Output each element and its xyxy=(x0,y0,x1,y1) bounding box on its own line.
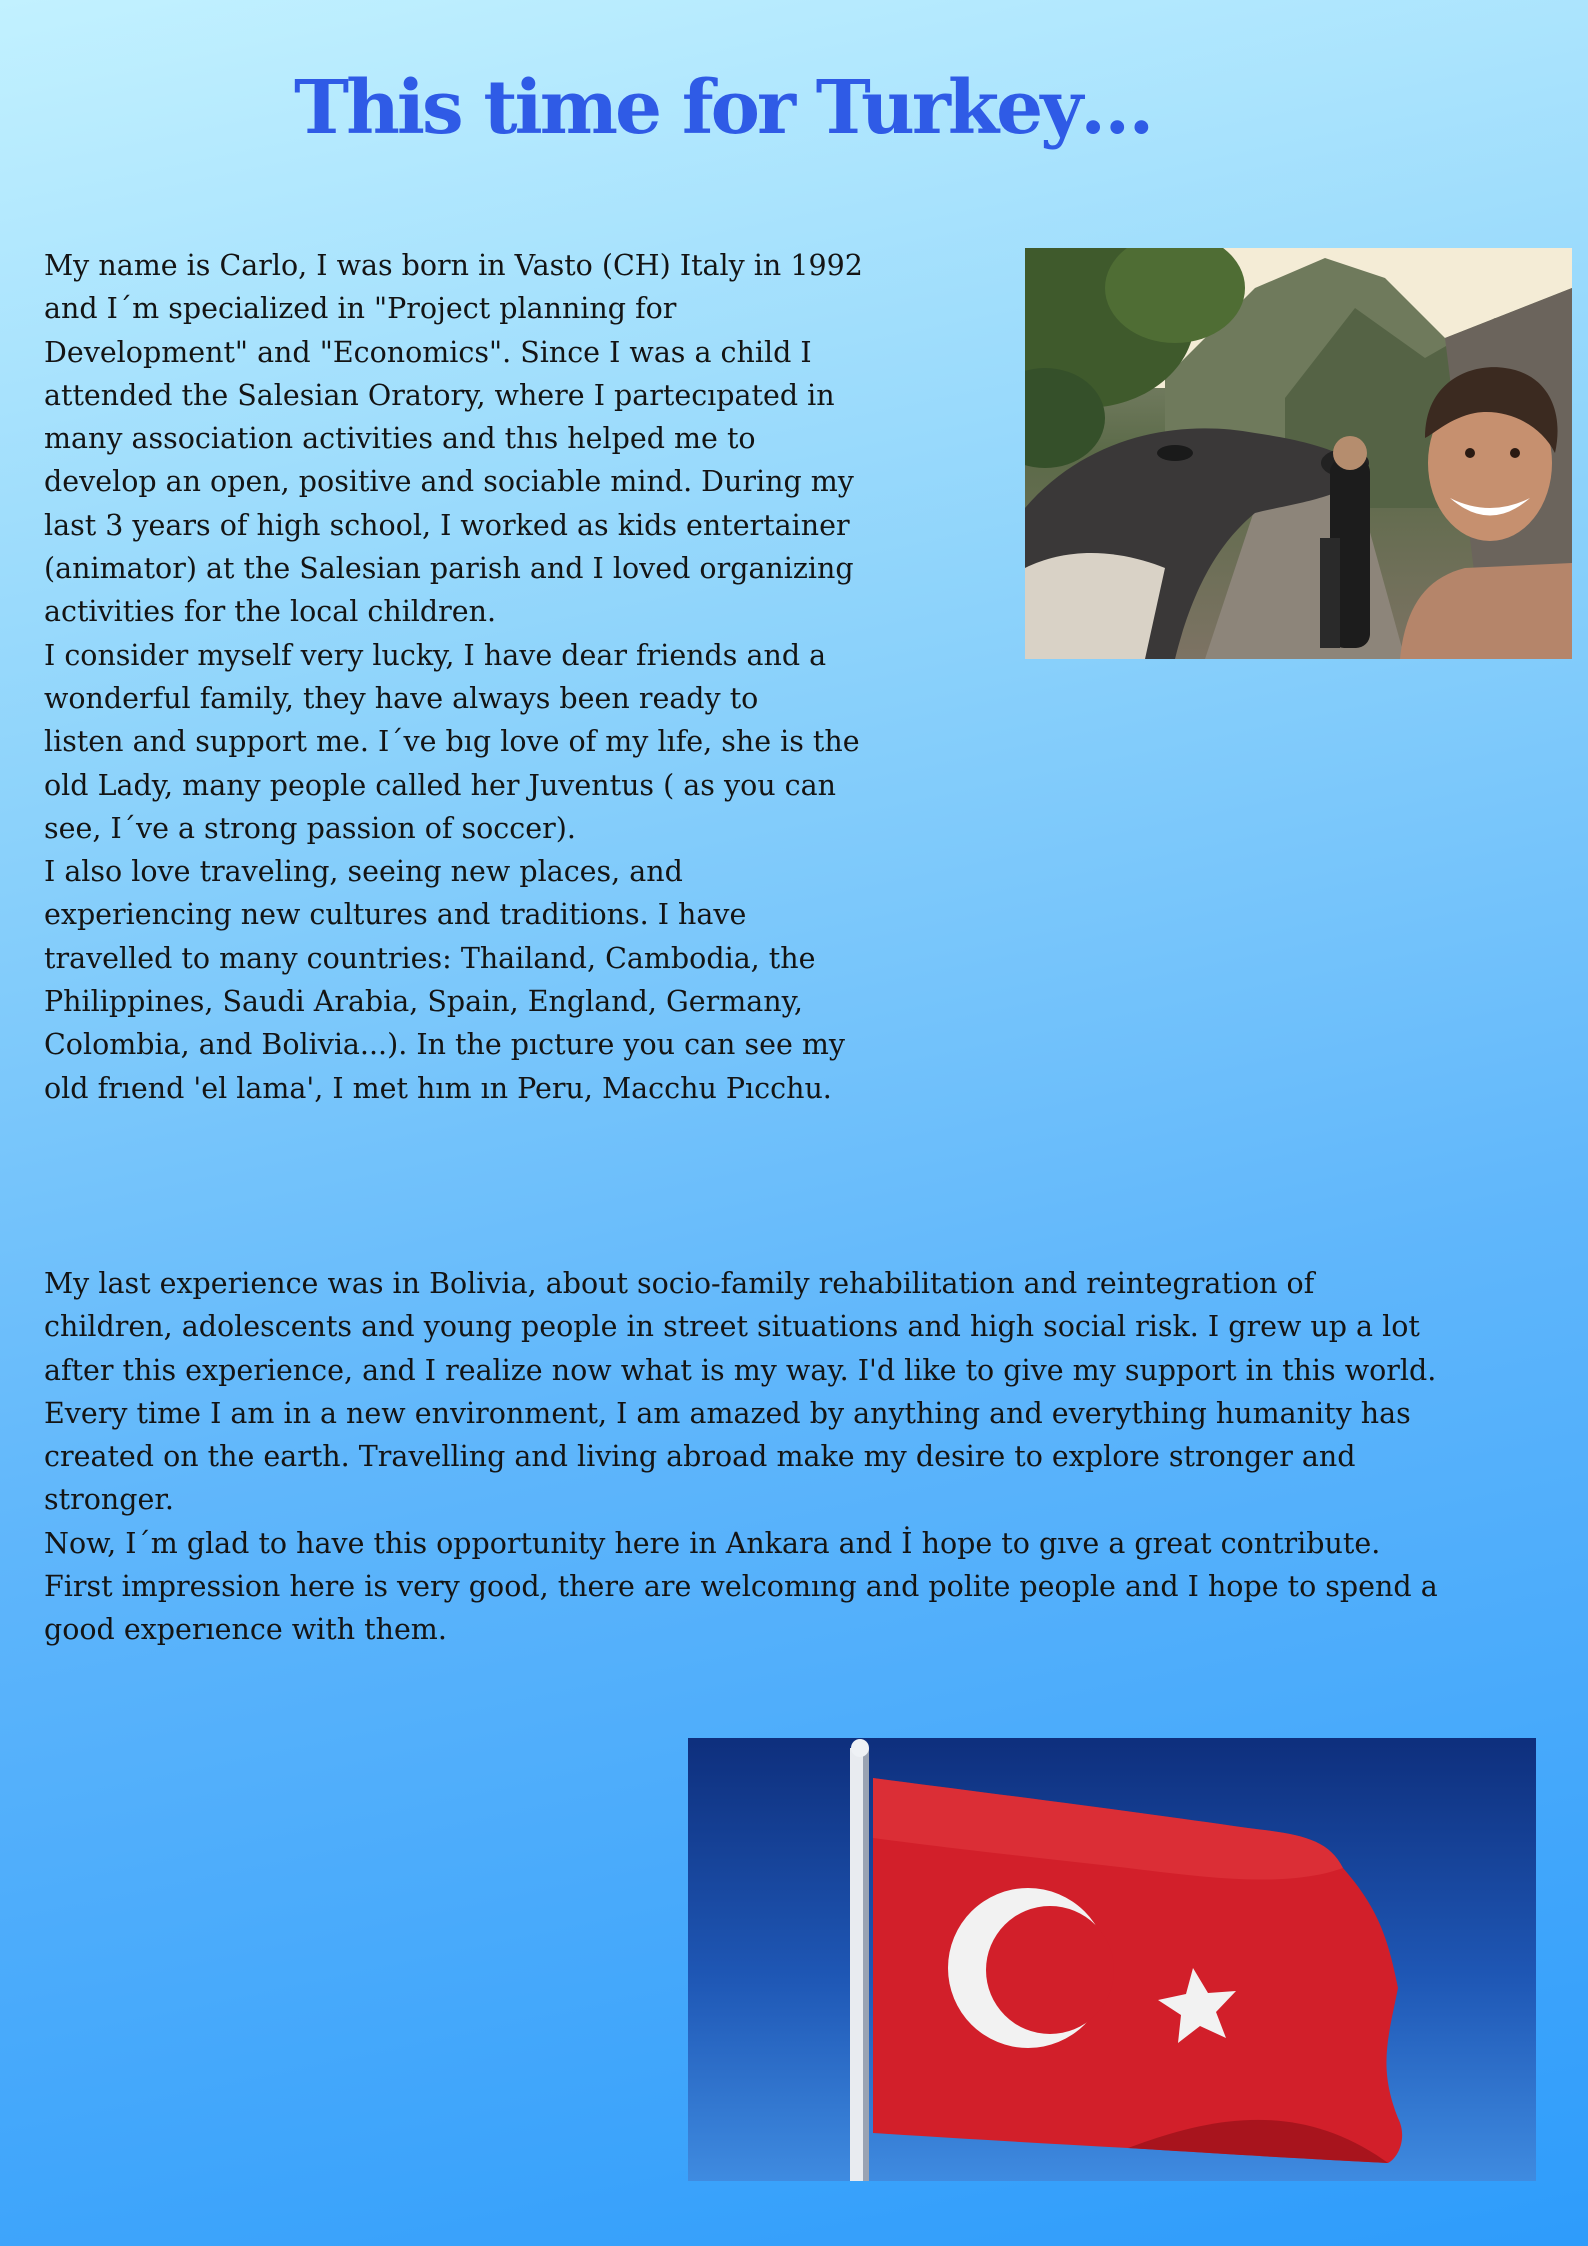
turkish-flag-illustration xyxy=(688,1738,1536,2181)
llama-neck-fur xyxy=(1025,553,1165,659)
turkish-flag-photo xyxy=(688,1738,1536,2181)
man-eye-left xyxy=(1465,448,1475,458)
flag-crescent-cut xyxy=(986,1906,1114,2034)
page-title: This time for Turkey… xyxy=(294,65,1152,151)
hiker-figure-small xyxy=(1320,538,1340,648)
intro-paragraph: My name is Carlo, I was born in Vasto (CH) Italy in 1992 and I´m specialized in "Project planning for Development" and "Economics". Since I was a child I attended the Salesian Oratory, where I partecıpated in many association activities and thıs helped me to develop an open, positive and sociable mind. During my last 3 years of high school, I worked as kids entertainer (animator) at the Salesian parish and I loved organizing activities for the local children. I consider myself very lucky, I have dear friends and a wonderful family, they have always been ready to listen and support me. I´ve bıg love of my lıfe, she is the old Lady, many people called her Juventus ( as you can see, I´ve a strong passion of soccer). I also love traveling, seeing new places, and experiencing new cultures and traditions. I have travelled to many countries: Thailand, Cambodia, the Philippines, Saudi Arabia, Spain, England, Germany, Colombia, and Bolivia...). In the pıcture you can see my old frıend 'el lama', I met hım ın Peru, Macchu Pıcchu. xyxy=(44,249,863,1105)
flag-pole-shade xyxy=(863,1748,869,2181)
llama-selfie-photo xyxy=(1025,248,1572,659)
man-shoulder xyxy=(1400,563,1572,659)
llama-eye xyxy=(1157,445,1193,461)
flag-pole-finial xyxy=(851,1739,869,1757)
man-eye-right xyxy=(1510,448,1520,458)
hiker-head xyxy=(1333,436,1367,470)
llama-selfie-illustration xyxy=(1025,248,1572,659)
experience-paragraph: My last experience was in Bolivia, about socio-family rehabilitation and reintegration of children, adolescents and young people in street situations and high social risk. I grew up a lot after this experience, and I realize now what is my way. I'd like to give my support in this world. Every time I am in a new environment, I am amazed by anything and everything humanity has created on the earth. Travelling and living abroad make my desire to explore stronger and stronger. Now, I´m glad to have this opportunity here in Ankara and İ hope to gıve a great contribute. First impression here is very good, there are welcomıng and polite people and I hope to spend a good experıence with them. xyxy=(44,1267,1438,1647)
